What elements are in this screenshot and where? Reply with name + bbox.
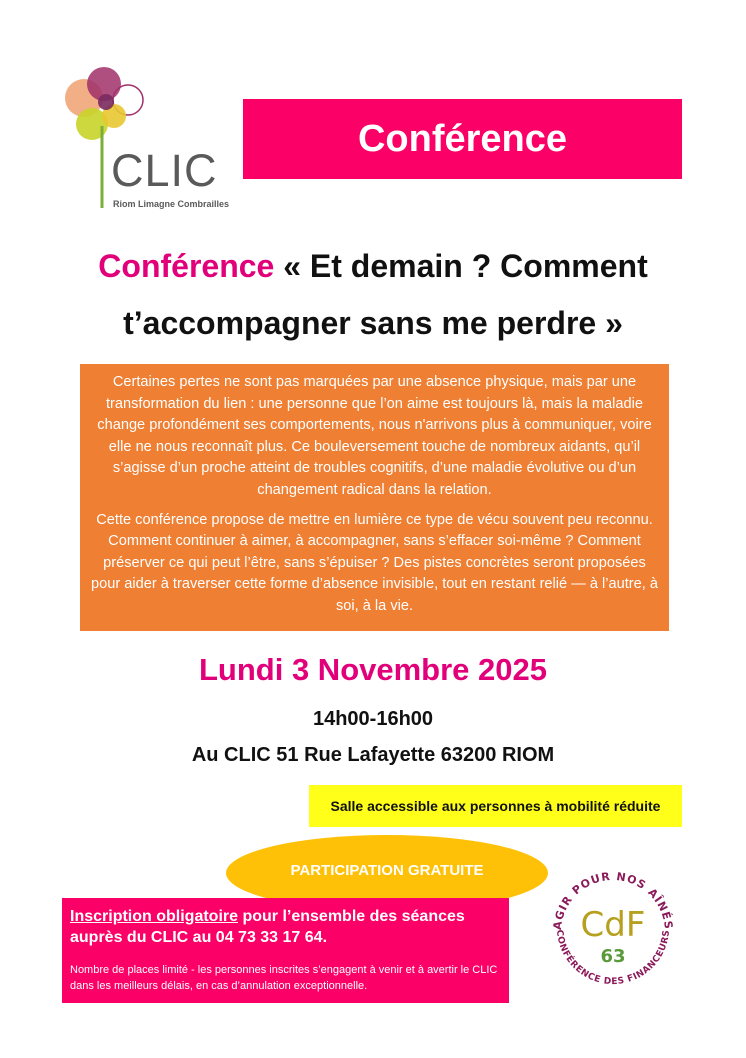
inscription-box bbox=[62, 898, 509, 1003]
inscription-line2: auprès du CLIC au 04 73 33 17 64. bbox=[70, 929, 328, 946]
description-paragraph-1: Certaines pertes ne sont pas marquées par une absence physique, mais par une transformation du lien : une personne que l’on aime est toujours là, mais la maladie change profondément ses comportements, nous n'arrivons plus à communiquer, voire elle ne nous reconnaît plus. Ce bouleversement touche de nombreux aidants, qu’il s’agisse d’un proche atteint de troubles cognitifs, d’une maladie évolutive ou d’un changement radical dans la relation. bbox=[97, 374, 652, 498]
inscription-emphasis: Inscription obligatoire bbox=[70, 908, 239, 925]
title-line2: t’accompagner sans me perdre » bbox=[123, 305, 623, 341]
accessibility-badge: Salle accessible aux personnes à mobilité réduite bbox=[309, 785, 682, 827]
participation-label: PARTICIPATION GRATUITE bbox=[290, 862, 484, 879]
cdf-top-arc: AGIR POUR NOS AÎNÉS bbox=[550, 869, 676, 931]
event-address: Au CLIC 51 Rue Lafayette 63200 RIOM bbox=[191, 744, 555, 766]
description-box bbox=[80, 364, 669, 631]
cdf-seal-icon bbox=[543, 856, 683, 996]
logo-subtitle: Riom Limagne Combrailles bbox=[113, 199, 230, 209]
header-banner: Conférence bbox=[243, 99, 682, 179]
description-paragraph-2: Cette conférence propose de mettre en lumière ce type de vécu souvent peu reconnu. Comment continuer à aimer, à accompagner, sans s’effacer soi-même ? Comment préserver ce qui peut l’être, sans s’épuiser ? Des pistes concrètes seront proposées pour aider à traverser cette forme d’absence invisible, tout en restant relié — à l’autre, à soi, à la vie. bbox=[90, 511, 658, 614]
event-date: Lundi 3 Novembre 2025 bbox=[198, 652, 547, 687]
cdf-bottom-arc: CONFÉRENCE DES FINANCEURS bbox=[553, 929, 673, 988]
cdf-logo bbox=[543, 856, 683, 996]
cdf-number: 63 bbox=[600, 946, 626, 967]
inscription-note: Nombre de places limité - les personnes inscrites s’engagent à venir et à avertir le CLIC dans les meilleurs délais, en cas d’annulation exceptionnelle. bbox=[70, 964, 498, 992]
logo-name: CLIC bbox=[111, 145, 218, 196]
title-line1: « Et demain ? Comment bbox=[274, 248, 648, 284]
inscription-main bbox=[70, 906, 499, 948]
conference-title bbox=[60, 238, 686, 352]
cdf-initials: CdF bbox=[580, 905, 646, 945]
inscription-line1: pour l’ensemble des séances bbox=[238, 908, 465, 925]
title-prefix: Conférence bbox=[98, 248, 275, 284]
event-time: 14h00-16h00 bbox=[312, 708, 434, 730]
